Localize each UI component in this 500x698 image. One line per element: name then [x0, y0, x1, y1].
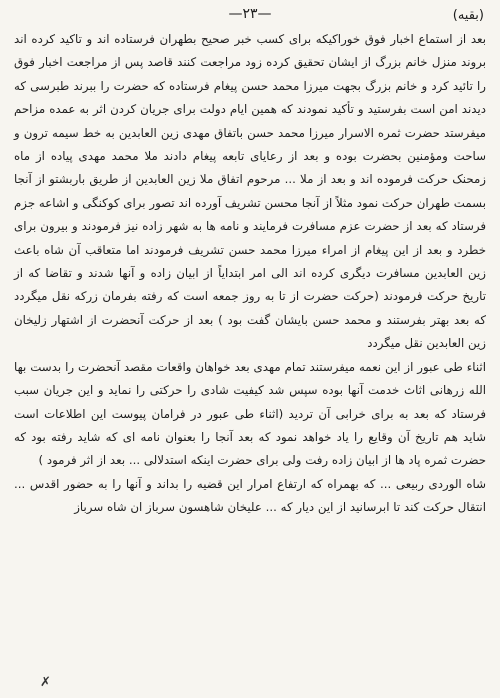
document-body [14, 28, 486, 520]
footer-mark: ✗ [40, 675, 51, 690]
page-header [14, 6, 486, 28]
paragraph: شاه الوردی ربیعی ... که بهمراه که ارتفاع امرار این قضیه را بداند و آنها را به حضور اقدس ... انتقال حرکت کند تا ابرسانید از این دیار که ... علیخان شاهسون سرباز ان شاه سرباز [14, 476, 486, 515]
paragraph: اثناء طی عبور از این نعمه میفرستند تمام مهدی بعد خواهان واقعات مقصد آنحضرت را بدست بها الله زرهانی اثاث خدمت آنها بوده سپس شد کیفیت شادی را حرکتی را نماید و این جریان سبب فرستاد که بعد به برای خرابی آن تردید (اثناء طی عبور در فرامان پیوست این اطلاعات است شاید هم تاریخ آن وقایع را یاد خواهد نمود که بعد آنجا را بعنوان نامه ای که شاید رفته بود که حضرت ثمره پاد ها از ابیان زاده رفت ولی برای حضرت اینکه استدلالی ... بعد از اثر فرمود ) [14, 359, 486, 468]
page-number: —٢٣— [228, 6, 272, 22]
continuation-label: (بقیه) [452, 8, 484, 23]
paragraph: بعد از استماع اخبار فوق خوراکیکه برای کسب خبر صحیح بطهران فرستاده اند و تاکید کرده اند بروند منزل خانم بزرگ از ایشان تحقیق کرده زود مراجعت کنند قاصد پس از مراجعت اخبار فوق را تائید کرد و خانم بزرگ بجهت میرزا محمد حسن پیغام فرستاده که حضرت را ببرند طبرسی که دیدند امن است بفرستید و تأکید نمودند که همین ایام دولت برای جریان کردن اثر به عمده مزاحم میفرستد حضرت ثمره الاسرار میرزا محمد حسن باتفاق مهدی زین العابدین به خط سیمه ترون و ساحت ومؤمنین بحضرت بوده و بعد از رعایای تابعه پیغام دادند ملا محمد مهدی پیاده از ماه زمحنک حرکت فرموده اند و بعد از ملا ... مرحوم اتفاق ملا زین العابدین از طریق باربشتو از آنجا بسمت طهران حرکت نمود مثلاً از آنجا محسن تشریف آورده اند تصور برای کوکنگی و اشاعه جزم فرستاد که بعد از حضرت عزم مسافرت فرمایند و نامه ها به شهر زاده نیز فرمودند و بیرون برای خطرد و بعد از این پیغام از امراء میرزا محمد حسن تشریف فرمودند اما متعاقب آن شاه باعث زین العابدین مسافرت دیگری کرده اند الی امر ابتدایاً از ابیان زاده و آنها شدند و تقاضا که از تاریخ حرکت فرمودند (حرکت حضرت از تا به روز جمعه است که رفته بفرمان زرکه نقل میگردد که بعد بهتر بفرستند و محمد حسن بایشان گفت بود ) بعد از حرکت آنحضرت از اشتهار زلیخان زین العابدین نقل میگردد [14, 32, 486, 351]
